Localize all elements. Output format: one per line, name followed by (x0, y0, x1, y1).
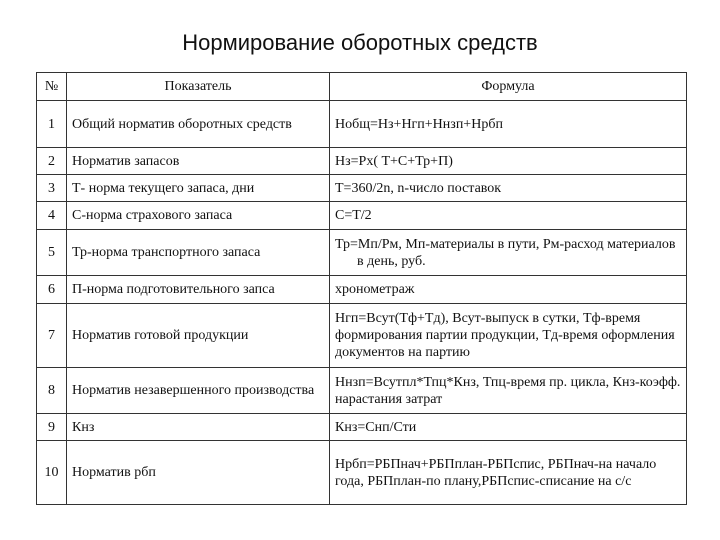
table-row (37, 148, 687, 175)
row-number: 9 (37, 414, 67, 441)
page-title: Нормирование оборотных средств (182, 30, 538, 55)
row-number: 2 (37, 148, 67, 175)
row-formula: Нобщ=Нз+Нгп+Ннзп+Нрбп (330, 101, 687, 148)
header-number: № (37, 73, 67, 101)
table-row (37, 414, 687, 441)
row-formula: Т=360/2n, n-число поставок (330, 175, 687, 202)
table-row (37, 230, 687, 276)
row-indicator: Норматив рбп (67, 441, 330, 505)
row-formula: Тр=Мп/Рм, Мп-материалы в пути, Рм-расход материалов в день, руб. (335, 236, 676, 269)
row-number: 7 (37, 304, 67, 368)
row-formula: Нз=Рх( Т+С+Тр+П) (330, 148, 687, 175)
row-formula: Нрбп=РБПнач+РБПплан-РБПспис, РБПнач-на начало года, РБПплан-по плану,РБПспис-списание на с/с (330, 441, 687, 505)
row-indicator: П-норма подготовительного запса (67, 276, 330, 304)
row-indicator: Общий норматив оборотных средств (72, 116, 292, 132)
row-formula: Кнз=Снп/Сти (330, 414, 687, 441)
table-row (37, 276, 687, 304)
row-formula: хронометраж (330, 276, 687, 304)
row-number: 1 (37, 101, 67, 148)
row-indicator: С-норма страхового запаса (67, 202, 330, 230)
row-indicator: Норматив запасов (67, 148, 330, 175)
row-indicator: Норматив незавершенного производства (72, 383, 315, 398)
table-row (37, 175, 687, 202)
row-formula: С=Т/2 (330, 202, 687, 230)
table-header-row (37, 73, 687, 101)
row-indicator: Тр-норма транспортного запаса (67, 230, 330, 276)
norm-table (36, 72, 687, 505)
table-row (37, 304, 687, 368)
row-indicator: Кнз (67, 414, 330, 441)
row-number: 8 (37, 368, 67, 414)
row-formula: Ннзп=Всутпл*Тпц*Кнз, Тпц-время пр. цикла, Кнз-коэфф. нарастания затрат (330, 368, 687, 414)
table-row (37, 101, 687, 148)
row-indicator: Т- норма текущего запаса, дни (67, 175, 330, 202)
row-number: 4 (37, 202, 67, 230)
row-number: 5 (37, 230, 67, 276)
table-row (37, 368, 687, 414)
row-number: 6 (37, 276, 67, 304)
row-number: 3 (37, 175, 67, 202)
header-indicator: Показатель (67, 73, 330, 101)
table-row (37, 441, 687, 505)
row-number: 10 (37, 441, 67, 505)
table-row (37, 202, 687, 230)
header-formula: Формула (330, 73, 687, 101)
row-formula: Нгп=Всут(Тф+Тд), Всут-выпуск в сутки, Тф-время формирования партии продукции, Тд-время оформления документов на партию (330, 304, 687, 368)
row-indicator: Норматив готовой продукции (67, 304, 330, 368)
